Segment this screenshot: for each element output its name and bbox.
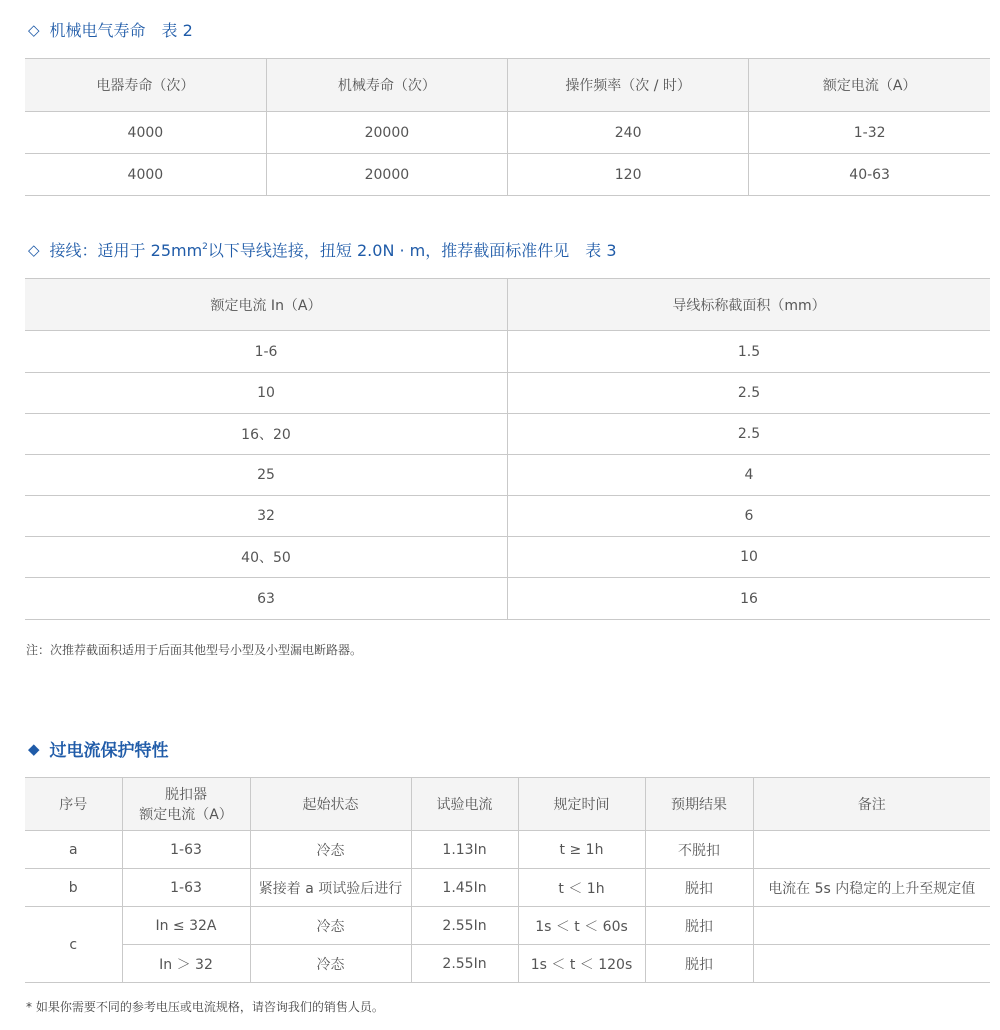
table-cell: 脱扣 [645,907,753,945]
table-cell: 16、20 [25,414,508,455]
table-row [25,455,990,496]
header-cell: 电器寿命（次） [25,59,266,112]
table-cell: In ＞ 32 [122,945,250,983]
table-cell: 32 [25,496,508,537]
table-cell: 1.45In [411,869,518,907]
table-row [25,373,990,414]
table-header-row [25,59,990,112]
header-cell-index: 序号 [25,778,122,831]
table-cell: 1s ＜ t ＜ 60s [518,907,645,945]
section-title-text-b: 以下导线连接，扭短 2.0N · m，推荐截面标准件见 表 3 [207,241,617,260]
table-cell: 电流在 5s 内稳定的上升至规定值 [753,869,990,907]
header-cell: 操作频率（次 / 时） [508,59,749,112]
footnote-wire: 注：次推荐截面积适用于后面其他型号小型及小型漏电断路器。 [26,643,363,657]
header-cell: 机械寿命（次） [266,59,507,112]
diamond-outline-icon: ◇ [28,20,40,39]
table-cell [753,945,990,983]
table-header-row [25,279,990,331]
header-line: 额定电流（A） [139,807,233,823]
table-wire-size [25,278,990,620]
table-cell: 16 [508,578,991,620]
section-title-overcurrent [28,736,169,761]
table-cell: 120 [508,154,749,196]
table-cell: 紧接着 a 项试验后进行 [250,869,411,907]
header-cell: 规定时间 [518,778,645,831]
header-cell: 额定电流 In（A） [25,279,508,331]
header-cell: 导线标称截面积（mm） [508,279,991,331]
header-cell: 备注 [753,778,990,831]
table-cell: 冷态 [250,831,411,869]
table-cell: 1-63 [122,831,250,869]
table-row [25,496,990,537]
table-cell: 冷态 [250,907,411,945]
table-row [25,945,990,983]
section-title-text: 机械电气寿命 表 2 [49,21,193,40]
table-row [25,831,990,869]
table-cell: 1.5 [508,331,991,373]
diamond-solid-icon: ◆ [28,739,40,758]
table-cell: 1-32 [749,112,990,154]
table-cell: c [25,907,122,983]
section-title-text: 过电流保护特性 [49,741,169,761]
table-cell: 20000 [266,154,507,196]
table-cell: In ≤ 32A [122,907,250,945]
table-cell: 6 [508,496,991,537]
table-cell: 40-63 [749,154,990,196]
table-cell: 1-6 [25,331,508,373]
table-row [25,537,990,578]
table-overcurrent [25,777,990,983]
table-cell: 20000 [266,112,507,154]
table-row [25,869,990,907]
table-cell: 脱扣 [645,945,753,983]
section-title-wiring [28,238,617,261]
table-cell: 40、50 [25,537,508,578]
footnote-sales: * 如果你需要不同的参考电压或电流规格，请咨询我们的销售人员。 [26,1000,384,1014]
section-title-life [28,18,193,41]
diamond-outline-icon: ◇ [28,240,40,259]
table-cell: 25 [25,455,508,496]
table-row [25,154,990,196]
table-cell: 10 [25,373,508,414]
table-cell: 4000 [25,154,266,196]
table-cell: 1s ＜ t ＜ 120s [518,945,645,983]
table-cell: 2.55In [411,907,518,945]
table-cell: 63 [25,578,508,620]
table-cell: 脱扣 [645,869,753,907]
table-cell: t ＜ 1h [518,869,645,907]
table-cell: 1-63 [122,869,250,907]
header-cell: 预期结果 [645,778,753,831]
table-cell: 240 [508,112,749,154]
table-cell: 4000 [25,112,266,154]
superscript: 2 [202,241,208,252]
table-cell: 2.5 [508,414,991,455]
table-cell [753,831,990,869]
header-cell: 试验电流 [411,778,518,831]
table-cell: 冷态 [250,945,411,983]
table-life [25,58,990,196]
table-cell [753,907,990,945]
table-cell: 2.55In [411,945,518,983]
table-row [25,112,990,154]
table-row [25,331,990,373]
table-cell: b [25,869,122,907]
table-cell: a [25,831,122,869]
section-title-text-a: 接线：适用于 25mm [49,241,203,260]
table-cell: 4 [508,455,991,496]
table-header-row [25,778,990,831]
header-line: 脱扣器 [165,787,207,803]
table-cell: 2.5 [508,373,991,414]
header-cell-current [122,778,250,831]
table-cell: 不脱扣 [645,831,753,869]
table-cell: 10 [508,537,991,578]
table-cell: t ≥ 1h [518,831,645,869]
table-row [25,907,990,945]
header-cell: 额定电流（A） [749,59,990,112]
table-row [25,578,990,620]
header-cell: 起始状态 [250,778,411,831]
table-cell: 1.13In [411,831,518,869]
table-row [25,414,990,455]
